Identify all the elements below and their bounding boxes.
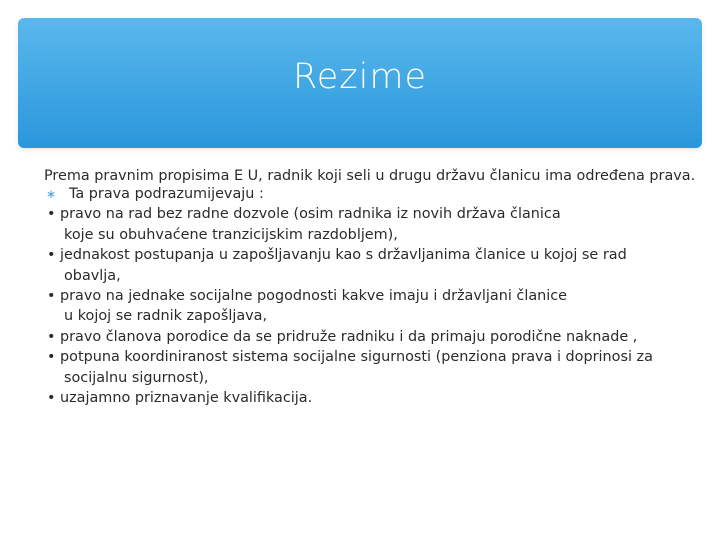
bullet-dot-icon: • [47,390,56,407]
list-item [44,286,700,306]
bullet-dot-icon: • [47,288,56,305]
intro-paragraph: Prema pravnim propisima E U, radnik koji seli u drugu državu članicu ima određena prava. [44,168,696,184]
slide-content [44,168,700,408]
list-item-text: uzajamno priznavanje kvalifikacija. [60,390,313,407]
list-item-continuation: u kojoj se radnik zapošljava, [64,308,268,325]
list-item-continuation: obavlja, [64,267,121,284]
list-item-text: pravo članova porodice da se pridruže radniku i da primaju porodične naknade , [60,328,638,345]
subheading-item [44,184,700,204]
list-item-text: pravo na jednake socijalne pogodnosti kakve imaju i državljani članice [60,288,568,305]
bullet-dot-icon: • [47,349,56,366]
slide-title: Rezime [292,57,427,97]
list-item-continuation: socijalnu sigurnost), [64,369,209,386]
list-item-continuation: koje su obuhvaćene tranzicijskim razdobljem), [64,226,398,243]
bullet-dot-icon: • [47,247,56,264]
list-item-text: potpuna koordiniranost sistema socijalne sigurnosti (penziona prava i doprinosi za [60,349,653,366]
list-item-text: pravo na rad bez radne dozvole (osim radnika iz novih država članica [60,206,561,223]
list-item [44,327,700,347]
subheading-text: Ta prava podrazumijevaju : [69,186,264,202]
list-item-text: jednakost postupanja u zapošljavanju kao s državljanima članice u kojoj se rad [60,247,627,264]
list-item [44,388,700,408]
bullet-dot-icon: • [47,206,56,223]
list-item [44,347,700,367]
asterisk-bullet-icon: ∗ [46,187,57,201]
list-item [44,204,700,224]
bullet-dot-icon: • [47,328,56,345]
list-item [44,245,700,265]
